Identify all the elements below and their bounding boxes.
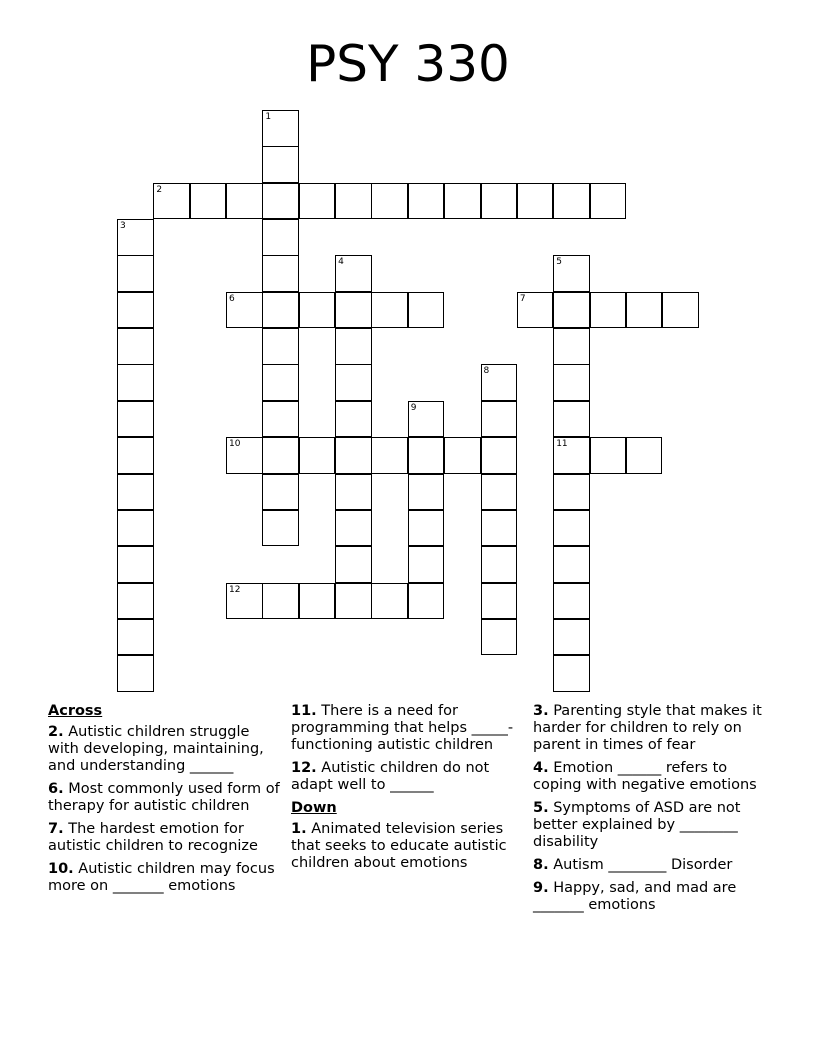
clue-number: 2. <box>48 724 64 740</box>
cell-number: 7 <box>519 293 526 304</box>
crossword-cell[interactable] <box>371 583 408 620</box>
crossword-cell[interactable] <box>662 292 699 329</box>
crossword-cell[interactable] <box>408 474 445 511</box>
crossword-cell[interactable] <box>117 219 154 256</box>
crossword-cell[interactable] <box>335 183 372 220</box>
clue-number: 11. <box>291 703 317 719</box>
crossword-cell[interactable] <box>335 364 372 401</box>
clue-across-11 <box>291 703 527 754</box>
clue-number: 7. <box>48 821 64 837</box>
clue-number: 1. <box>291 821 307 837</box>
crossword-cell[interactable] <box>590 437 627 474</box>
cell-number: 1 <box>265 112 272 122</box>
crossword-cell[interactable] <box>117 619 154 656</box>
page-title: PSY 330 <box>306 35 510 93</box>
crossword-cell[interactable] <box>517 292 554 329</box>
cell-number: 9 <box>410 402 417 413</box>
crossword-cell[interactable] <box>262 474 299 511</box>
clue-text: Autism ________ Disorder <box>553 857 733 873</box>
crossword-cell[interactable] <box>299 292 336 329</box>
crossword-cell[interactable] <box>371 183 408 220</box>
crossword-cell[interactable] <box>517 183 554 220</box>
crossword-cell[interactable] <box>226 183 263 220</box>
crossword-cell[interactable] <box>335 437 372 474</box>
crossword-cell[interactable] <box>553 655 590 692</box>
crossword-cell[interactable] <box>117 546 154 583</box>
crossword-cell[interactable] <box>444 437 481 474</box>
clue-number: 3. <box>533 703 549 719</box>
crossword-cell[interactable] <box>262 401 299 438</box>
cell-number: 3 <box>120 221 126 232</box>
clue-text: Autistic children do not adapt well to ______ <box>291 760 490 793</box>
crossword-cell[interactable] <box>371 437 408 474</box>
crossword-cell[interactable] <box>553 510 590 547</box>
crossword-cell[interactable] <box>226 437 263 474</box>
crossword-cell[interactable] <box>117 255 154 292</box>
crossword-cell[interactable] <box>262 219 299 256</box>
crossword-cell[interactable] <box>262 510 299 547</box>
crossword-cell[interactable] <box>626 437 663 474</box>
crossword-cell[interactable] <box>117 364 154 401</box>
cell-number: 2 <box>156 184 163 195</box>
clue-number: 6. <box>48 781 64 797</box>
cell-number: 4 <box>338 257 344 268</box>
crossword-cell[interactable] <box>262 583 299 620</box>
crossword-cell[interactable] <box>299 583 336 620</box>
crossword-cell[interactable] <box>481 437 518 474</box>
crossword-cell[interactable] <box>262 364 299 401</box>
cell-number: 6 <box>229 293 235 304</box>
clue-number: 5. <box>533 800 549 816</box>
clue-down-4 <box>533 760 769 794</box>
clue-text: Animated television series that seeks to educate autistic children about emotions <box>291 821 507 871</box>
crossword-cell[interactable] <box>408 292 445 329</box>
clue-number: 12. <box>291 760 317 776</box>
crossword-cell[interactable] <box>553 474 590 511</box>
crossword-cell[interactable] <box>117 401 154 438</box>
clue-across-2 <box>48 724 284 775</box>
clue-down-9 <box>533 880 769 914</box>
crossword-cell[interactable] <box>335 583 372 620</box>
clues-column-2 <box>291 703 527 878</box>
cell-number: 11 <box>556 439 568 450</box>
crossword-cell[interactable] <box>335 255 372 292</box>
clue-down-1 <box>291 821 527 872</box>
crossword-cell[interactable] <box>262 255 299 292</box>
crossword-cell[interactable] <box>408 183 445 220</box>
crossword-cell[interactable] <box>553 255 590 292</box>
clue-text: Parenting style that makes it harder for children to rely on parent in times of fear <box>533 703 762 753</box>
crossword-cell[interactable] <box>553 328 590 365</box>
clue-down-5 <box>533 800 769 851</box>
crossword-cell[interactable] <box>262 146 299 183</box>
clue-text: Emotion ______ refers to coping with negative emotions <box>533 760 757 793</box>
clue-across-7 <box>48 821 284 855</box>
clue-text: Autistic children may focus more on _______ emotions <box>48 861 275 894</box>
crossword-cell[interactable] <box>626 292 663 329</box>
cell-number: 5 <box>556 257 562 268</box>
clue-text: There is a need for programming that helps _____-functioning autistic children <box>291 703 514 753</box>
crossword-cell[interactable] <box>444 183 481 220</box>
crossword-cell[interactable] <box>553 437 590 474</box>
crossword-cell[interactable] <box>335 328 372 365</box>
crossword-cell[interactable] <box>117 510 154 547</box>
crossword-cell[interactable] <box>408 583 445 620</box>
crossword-cell[interactable] <box>262 110 299 147</box>
crossword-cell[interactable] <box>117 655 154 692</box>
down-heading: Down <box>291 800 337 816</box>
crossword-cell[interactable] <box>590 183 627 220</box>
crossword-cell[interactable] <box>226 583 263 620</box>
crossword-cell[interactable] <box>299 183 336 220</box>
crossword-cell[interactable] <box>481 401 518 438</box>
crossword-cell[interactable] <box>408 546 445 583</box>
crossword-cell[interactable] <box>262 292 299 329</box>
crossword-cell[interactable] <box>553 183 590 220</box>
clue-number: 4. <box>533 760 549 776</box>
clue-text: Most commonly used form of therapy for autistic children <box>48 781 280 814</box>
clue-down-3 <box>533 703 769 754</box>
clues-column-3 <box>533 703 769 920</box>
clue-across-6 <box>48 781 284 815</box>
crossword-cell[interactable] <box>481 619 518 656</box>
clue-number: 10. <box>48 861 74 877</box>
clue-text: The hardest emotion for autistic children to recognize <box>48 821 258 854</box>
crossword-cell[interactable] <box>262 328 299 365</box>
crossword-cell[interactable] <box>335 292 372 329</box>
crossword-cell[interactable] <box>117 292 154 329</box>
clue-down-8 <box>533 857 769 874</box>
crossword-cell[interactable] <box>335 474 372 511</box>
crossword-cell[interactable] <box>553 546 590 583</box>
across-heading: Across <box>48 703 103 719</box>
clue-across-12 <box>291 760 527 794</box>
crossword-cell[interactable] <box>408 401 445 438</box>
crossword-cell[interactable] <box>262 437 299 474</box>
clue-text: Symptoms of ASD are not better explained by ________ disability <box>533 800 741 850</box>
clue-across-10 <box>48 861 284 895</box>
crossword-cell[interactable] <box>553 619 590 656</box>
clue-number: 8. <box>533 857 549 873</box>
crossword-cell[interactable] <box>299 437 336 474</box>
crossword-cell[interactable] <box>117 474 154 511</box>
crossword-cell[interactable] <box>117 437 154 474</box>
crossword-cell[interactable] <box>553 292 590 329</box>
crossword-cell[interactable] <box>481 583 518 620</box>
clue-number: 9. <box>533 880 549 896</box>
crossword-cell[interactable] <box>371 292 408 329</box>
crossword-cell[interactable] <box>335 546 372 583</box>
clue-text: Happy, sad, and mad are _______ emotions <box>533 880 737 913</box>
crossword-cell[interactable] <box>481 364 518 401</box>
cell-number: 10 <box>229 439 241 450</box>
crossword-cell[interactable] <box>153 183 190 220</box>
clue-text: Autistic children struggle with developing, maintaining, and understanding ______ <box>48 724 264 774</box>
crossword-cell[interactable] <box>408 437 445 474</box>
crossword-cell[interactable] <box>553 583 590 620</box>
crossword-cell[interactable] <box>335 401 372 438</box>
crossword-cell[interactable] <box>590 292 627 329</box>
cell-number: 8 <box>483 366 490 377</box>
crossword-cell[interactable] <box>481 510 518 547</box>
crossword-cell[interactable] <box>117 583 154 620</box>
cell-number: 12 <box>229 584 241 595</box>
crossword-cell[interactable] <box>481 546 518 583</box>
crossword-cell[interactable] <box>553 364 590 401</box>
crossword-cell[interactable] <box>481 183 518 220</box>
crossword-cell[interactable] <box>408 510 445 547</box>
crossword-cell[interactable] <box>226 292 263 329</box>
crossword-cell[interactable] <box>481 474 518 511</box>
crossword-cell[interactable] <box>262 183 299 220</box>
crossword-cell[interactable] <box>117 328 154 365</box>
clues-column-1 <box>48 703 284 901</box>
crossword-cell[interactable] <box>335 510 372 547</box>
crossword-cell[interactable] <box>553 401 590 438</box>
crossword-cell[interactable] <box>190 183 227 220</box>
